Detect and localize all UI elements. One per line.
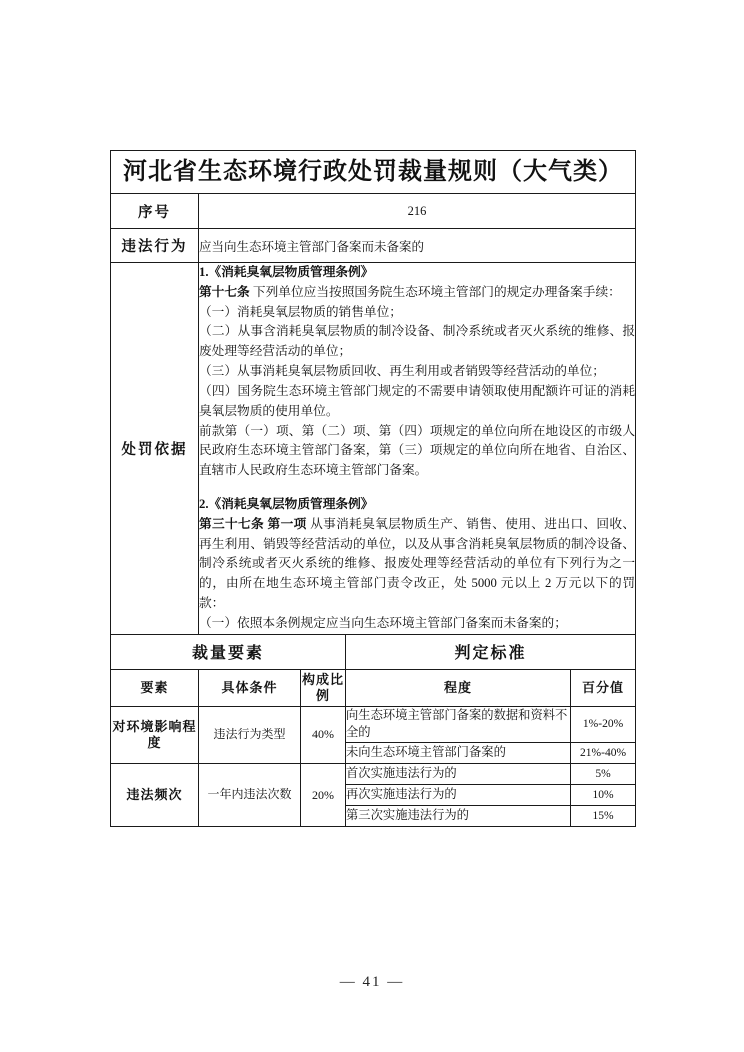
col-header-ratio: 构成比例 — [301, 669, 346, 706]
basis-article-1: 第十七条 — [199, 284, 250, 299]
basis-heading-2: 2.《消耗臭氧层物质管理条例》 — [199, 496, 374, 511]
row-degree: 未向生态环境主管部门备案的 — [346, 743, 571, 764]
col-header-condition: 具体条件 — [199, 669, 301, 706]
basis-line: （一）消耗臭氧层物质的销售单位； — [199, 304, 402, 319]
serial-row — [111, 194, 636, 229]
row-percent: 21%-40% — [571, 743, 636, 764]
basis-line — [199, 283, 635, 303]
row-percent: 1%-20% — [571, 706, 636, 743]
criteria-group-factors: 裁量要素 — [111, 634, 346, 669]
basis-article-1-text: 下列单位应当按照国务院生态环境主管部门的规定办理备案手续： — [249, 284, 621, 299]
table-row — [111, 764, 636, 785]
row-degree: 第三次实施违法行为的 — [346, 806, 571, 827]
col-header-percent: 百分值 — [571, 669, 636, 706]
criteria-group-header-row — [111, 634, 636, 669]
basis-article-2: 第三十七条 第一项 — [199, 516, 307, 531]
serial-label: 序号 — [111, 194, 199, 229]
penalty-discretion-table — [110, 150, 636, 827]
row-ratio: 20% — [301, 764, 346, 827]
title-row — [111, 151, 636, 194]
violation-label: 违法行为 — [111, 229, 199, 263]
serial-value: 216 — [199, 194, 636, 229]
row-percent: 15% — [571, 806, 636, 827]
row-degree: 首次实施违法行为的 — [346, 764, 571, 785]
row-condition: 一年内违法次数 — [199, 764, 301, 827]
row-condition: 违法行为类型 — [199, 706, 301, 764]
basis-line: （二）从事含消耗臭氧层物质的制冷设备、制冷系统或者灭火系统的维修、报废处理等经营活动的单位； — [199, 324, 636, 359]
page-title: 河北省生态环境行政处罚裁量规则（大气类） — [111, 151, 636, 194]
row-ratio: 40% — [301, 706, 346, 764]
col-header-factor: 要素 — [111, 669, 199, 706]
row-factor: 违法频次 — [111, 764, 199, 827]
basis-spacer — [199, 481, 635, 495]
basis-article-2-text: 从事消耗臭氧层物质生产、销售、使用、进出口、回收、再生利用、销毁等经营活动的单位，以及从事含消耗臭氧层物质的制冷设备、制冷系统或者灭火系统的维修、报废处理等经营活动的单位有下列行为之一的，由所在地生态环境主管部门责令改正，处 5000 元以上 2 万元以下的罚款： — [199, 516, 636, 610]
basis-line: （一）依照本条例规定应当向生态环境主管部门备案而未备案的； — [199, 615, 567, 630]
basis-content — [199, 263, 636, 635]
col-header-degree: 程度 — [346, 669, 571, 706]
row-factor: 对环境影响程度 — [111, 706, 199, 764]
basis-line — [199, 263, 635, 283]
row-percent: 5% — [571, 764, 636, 785]
basis-line: 前款第（一）项、第（二）项、第（四）项规定的单位向所在地设区的市级人民政府生态环境主管部门备案，第（三）项规定的单位向所在地省、自治区、直辖市人民政府生态环境主管部门备案。 — [199, 423, 636, 478]
basis-line — [199, 515, 635, 614]
criteria-group-standard: 判定标准 — [346, 634, 636, 669]
basis-line: （四）国务院生态环境主管部门规定的不需要申请领取使用配额许可证的消耗臭氧层物质的使用单位。 — [199, 383, 636, 418]
row-degree: 向生态环境主管部门备案的数据和资料不全的 — [346, 706, 571, 743]
page-number: — 41 — — [339, 974, 405, 990]
basis-heading-1: 1.《消耗臭氧层物质管理条例》 — [199, 265, 374, 279]
violation-value: 应当向生态环境主管部门备案而未备案的 — [199, 229, 636, 263]
basis-line — [199, 495, 635, 515]
basis-row — [111, 263, 636, 635]
row-degree: 再次实施违法行为的 — [346, 785, 571, 806]
criteria-column-header-row — [111, 669, 636, 706]
basis-line: （三）从事消耗臭氧层物质回收、再生利用或者销毁等经营活动的单位； — [199, 364, 605, 379]
violation-row — [111, 229, 636, 263]
basis-label: 处罚依据 — [111, 263, 199, 635]
table-row — [111, 706, 636, 743]
row-percent: 10% — [571, 785, 636, 806]
